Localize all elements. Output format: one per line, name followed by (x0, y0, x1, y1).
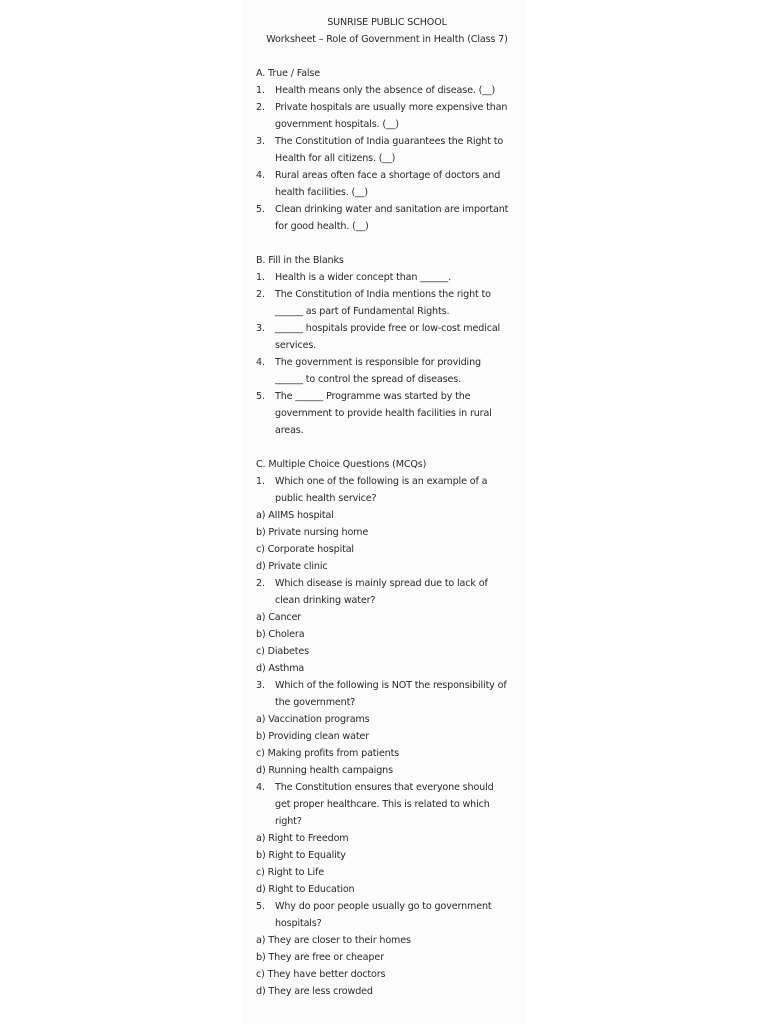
question-text: public health service? (275, 493, 377, 504)
question-line (256, 150, 518, 167)
question-number: 5. (256, 391, 265, 402)
question-text: Health means only the absence of disease. (__) (275, 85, 496, 96)
question-line (256, 490, 518, 507)
question-text: The Constitution ensures that everyone should (275, 782, 494, 793)
mcq-option: d) They are less crowded (256, 986, 373, 997)
question-line (256, 303, 518, 320)
question-text: clean drinking water? (275, 595, 376, 606)
question-line (256, 779, 518, 796)
mcq-option: c) Corporate hospital (256, 544, 354, 555)
question-number: 2. (256, 578, 265, 589)
mcq-option: b) Providing clean water (256, 731, 370, 742)
question-text: right? (275, 816, 302, 827)
question-line (256, 592, 518, 609)
question-line (256, 82, 518, 99)
question-line (256, 218, 518, 235)
question-line (256, 133, 518, 150)
question-text: for good health. (__) (275, 221, 369, 232)
question-line (256, 575, 518, 592)
mcq-option: a) They are closer to their homes (256, 935, 411, 946)
mcq-option: a) Cancer (256, 612, 302, 623)
mcq-option: b) Private nursing home (256, 527, 369, 538)
question-text: ______ hospitals provide free or low-cost medical (275, 323, 501, 334)
mcq-option: d) Asthma (256, 663, 305, 674)
mcq-question (256, 677, 518, 779)
mcq-question (256, 779, 518, 898)
question-number: 2. (256, 102, 265, 113)
mcq-option: b) Right to Equality (256, 850, 346, 861)
school-name: SUNRISE PUBLIC SCHOOL (327, 17, 447, 28)
question-text: Health is a wider concept than ______. (275, 272, 451, 283)
question-text: Which disease is mainly spread due to lack of (275, 578, 488, 589)
question-line (256, 405, 518, 422)
question-text: The government is responsible for providing (275, 357, 481, 368)
question-line (256, 184, 518, 201)
mcq-option: b) They are free or cheaper (256, 952, 384, 963)
question-number: 3. (256, 136, 265, 147)
spacer (256, 235, 518, 252)
question-text: ______ as part of Fundamental Rights. (275, 306, 450, 317)
question-line (256, 337, 518, 354)
question-text: ______ to control the spread of diseases. (275, 374, 461, 385)
mcq-option: c) Right to Life (256, 867, 324, 878)
mcq-option: d) Private clinic (256, 561, 328, 572)
worksheet-title: Worksheet – Role of Government in Health (Class 7) (266, 34, 508, 45)
question-text: Which one of the following is an example of a (275, 476, 488, 487)
question-line (256, 915, 518, 932)
question-text: Health for all citizens. (__) (275, 153, 396, 164)
question-text: The ______ Programme was started by the (275, 391, 471, 402)
question-number: 4. (256, 357, 265, 368)
question-text: the government? (275, 697, 356, 708)
question-line (256, 473, 518, 490)
question-line (256, 269, 518, 286)
question-number: 4. (256, 782, 265, 793)
fill-blank-item (256, 286, 518, 320)
mcq-option: c) Diabetes (256, 646, 310, 657)
question-text: Private hospitals are usually more expensive than (275, 102, 508, 113)
spacer (256, 439, 518, 456)
question-text: Clean drinking water and sanitation are important (275, 204, 509, 215)
question-text: The Constitution of India mentions the right to (275, 289, 491, 300)
question-text: health facilities. (__) (275, 187, 369, 198)
question-line (256, 694, 518, 711)
question-text: Why do poor people usually go to government (275, 901, 492, 912)
mcq-option: a) AIIMS hospital (256, 510, 334, 521)
question-line (256, 286, 518, 303)
mcq-option: d) Running health campaigns (256, 765, 393, 776)
question-text: government hospitals. (__) (275, 119, 399, 130)
question-line (256, 796, 518, 813)
question-number: 2. (256, 289, 265, 300)
question-line (256, 813, 518, 830)
mcq-question (256, 473, 518, 575)
question-text: areas. (275, 425, 304, 436)
true-false-item (256, 99, 518, 133)
question-text: Which of the following is NOT the responsibility of (275, 680, 507, 691)
question-line (256, 99, 518, 116)
question-number: 3. (256, 323, 265, 334)
mcq-option: a) Right to Freedom (256, 833, 349, 844)
question-line (256, 388, 518, 405)
question-text: get proper healthcare. This is related to which (275, 799, 490, 810)
true-false-item (256, 201, 518, 235)
question-line (256, 371, 518, 388)
question-number: 1. (256, 85, 265, 96)
question-line (256, 898, 518, 915)
mcq-option: c) They have better doctors (256, 969, 386, 980)
mcq-option: a) Vaccination programs (256, 714, 370, 725)
true-false-item (256, 167, 518, 201)
question-text: Rural areas often face a shortage of doctors and (275, 170, 501, 181)
section-a-heading: A. True / False (256, 68, 321, 79)
question-text: services. (275, 340, 317, 351)
question-line (256, 677, 518, 694)
question-number: 4. (256, 170, 265, 181)
question-line (256, 422, 518, 439)
question-number: 3. (256, 680, 265, 691)
question-number: 1. (256, 272, 265, 283)
fill-blank-item (256, 354, 518, 388)
mcq-question (256, 898, 518, 1000)
question-text: government to provide health facilities in rural (275, 408, 492, 419)
true-false-item (256, 133, 518, 167)
question-line (256, 201, 518, 218)
question-line (256, 167, 518, 184)
question-line (256, 354, 518, 371)
section-c-mcqs (256, 473, 518, 1000)
question-line (256, 116, 518, 133)
question-number: 5. (256, 901, 265, 912)
question-text: The Constitution of India guarantees the Right to (275, 136, 504, 147)
mcq-option: d) Right to Education (256, 884, 355, 895)
true-false-item (256, 82, 518, 99)
fill-blank-item (256, 320, 518, 354)
section-c-heading: C. Multiple Choice Questions (MCQs) (256, 459, 427, 470)
question-number: 5. (256, 204, 265, 215)
mcq-option: b) Cholera (256, 629, 305, 640)
spacer (256, 48, 518, 65)
question-number: 1. (256, 476, 265, 487)
fill-blank-item (256, 388, 518, 439)
section-b-heading: B. Fill in the Blanks (256, 255, 344, 266)
section-b-fill-blanks (256, 269, 518, 439)
mcq-question (256, 575, 518, 677)
worksheet-document (256, 14, 518, 1000)
fill-blank-item (256, 269, 518, 286)
section-a-true-false (256, 82, 518, 235)
question-line (256, 320, 518, 337)
question-text: hospitals? (275, 918, 322, 929)
mcq-option: c) Making profits from patients (256, 748, 400, 759)
